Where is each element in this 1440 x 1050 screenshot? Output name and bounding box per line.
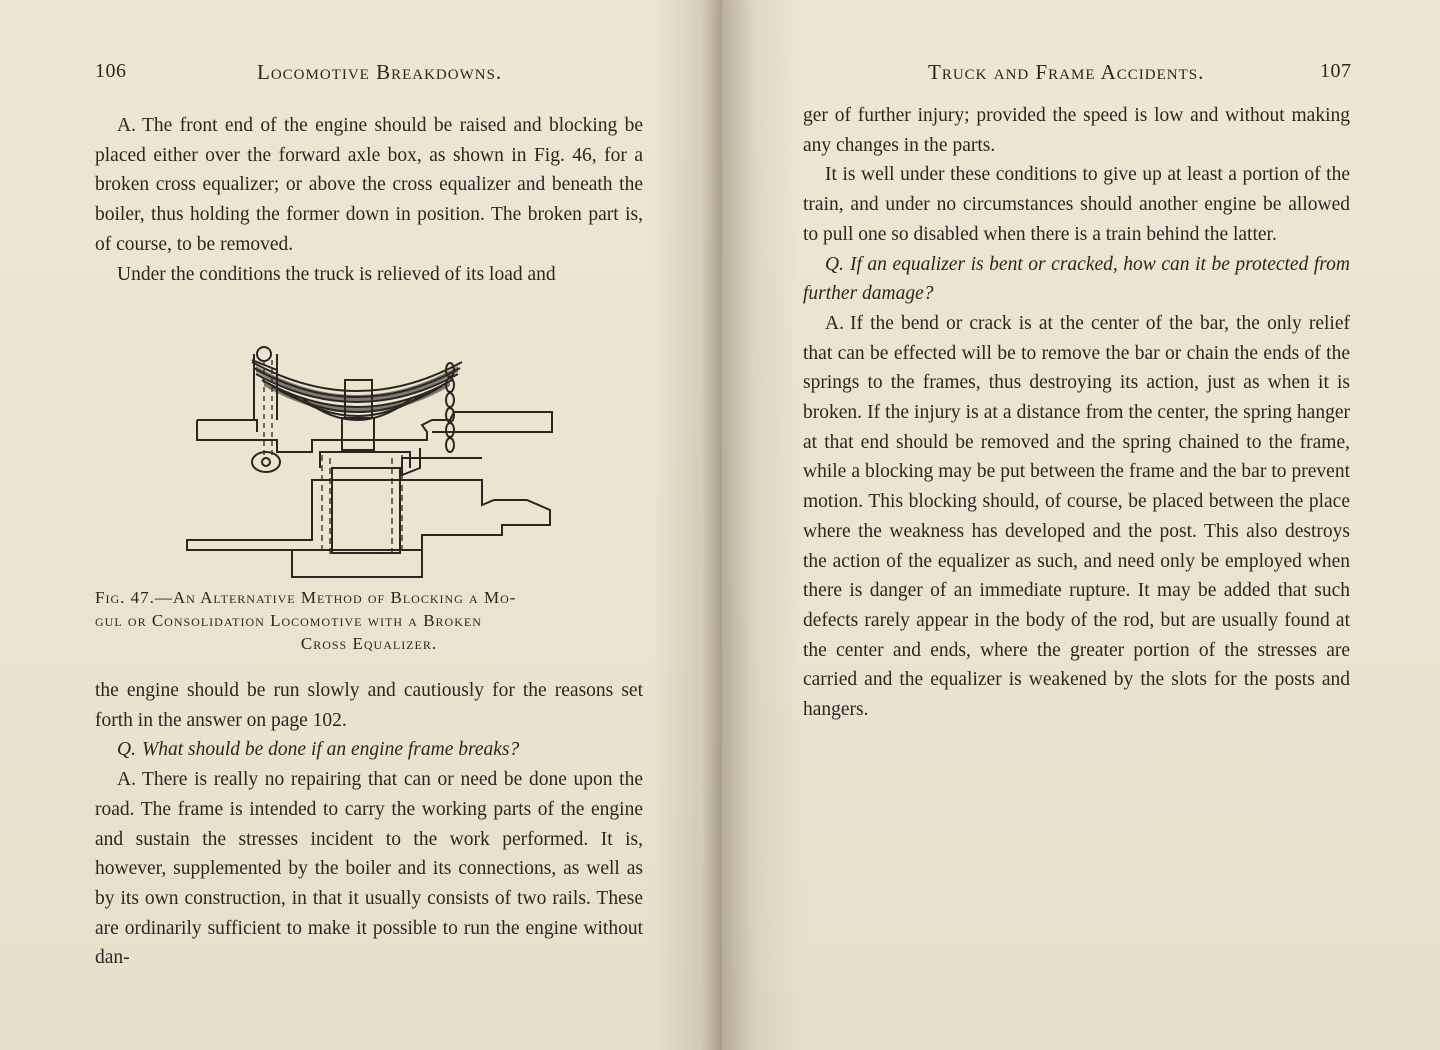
body-paragraph: It is well under these conditions to give up at least a portion of the train, and under no circumstances should another engine be allowed to pull one so disabled when there is a train behind the latter. [803,164,1350,245]
body-paragraph: Under the conditions the truck is relieved of its load and [117,263,556,285]
answer-paragraph: A. The front end of the engine should be raised and blocking be placed either over the forward axle box, as shown in Fig. 46, for a broken cross equalizer; or above the cross equalizer and beneath the boiler, thus holding the former down in position. The broken part is, of course, to be removed. [95,115,643,255]
page-number-left: 106 [95,60,127,82]
equalizer-blocking-figure [182,340,557,580]
right-page [722,0,1440,1050]
running-head-left: Locomotive Breakdowns. [257,60,503,84]
running-head-right: Truck and Frame Accidents. [928,60,1205,84]
answer-paragraph: A. If the bend or crack is at the center of the bar, the only relief that can be effected will be to remove the bar or chain the ends of the springs to the frames, thus destroying its action, just as when it is broken. If the injury is at a distance from the center, the spring hanger at that end should be removed and the spring chained to the frame, while a blocking may be put between the frame and the bar to prevent motion. This blocking should, of course, be placed between the place where the weakness has developed and the post. This also destroys the action of the equalizer as such, and need only be employed when there is danger of an immediate rupture. It may be added that such defects rarely appear in the body of the rod, but are usually found at the center and ends, where the greater portion of the stresses are carried and the equalizer is weakened by the slots for the posts and hangers. [803,312,1350,721]
page-number-right: 107 [1320,60,1352,82]
right-text [803,101,1350,725]
body-paragraph: the engine should be run slowly and cautiously for the reasons set forth in the answer on page 102. [95,680,643,731]
left-text-top [95,111,643,289]
body-paragraph: ger of further injury; provided the speed is low and without making any changes in the parts. [803,105,1350,156]
left-text-bottom [95,676,643,973]
question-paragraph: Q. If an equalizer is bent or cracked, how can it be protected from further damage? [803,253,1350,305]
question-paragraph: Q. What should be done if an engine frame breaks? [117,739,520,761]
figure-caption: Fig. 47.—An Alternative Method of Blocking a Mo- gul or Consolidation Locomotive with a Broken Cross Equalizer. [95,588,517,653]
answer-paragraph: A. There is really no repairing that can or need be done upon the road. The frame is intended to carry the working parts of the engine and sustain the stresses incident to the work performed. It is, however, supplemented by the boiler and its connections, as well as by its own construction, in that it usually consists of two rails. These are ordinarily sufficient to make it possible to run the engine without dan- [95,769,643,969]
